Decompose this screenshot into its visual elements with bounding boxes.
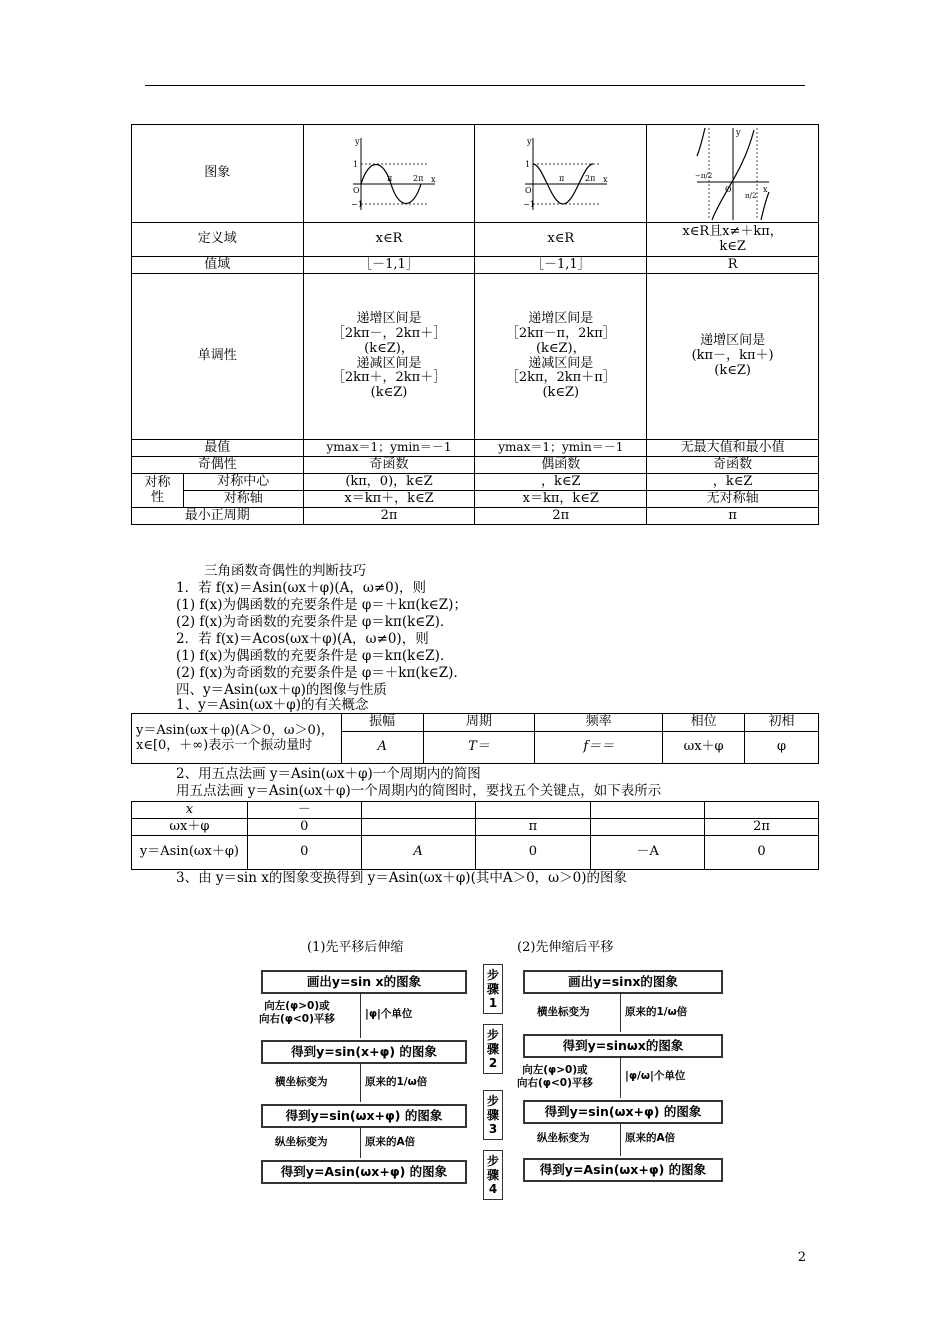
cos-graph — [511, 134, 611, 214]
right-note-6: 原来的A倍 — [625, 1132, 676, 1144]
svg-text:−π/2: −π/2 — [694, 171, 712, 180]
left-arrow-1 — [360, 994, 361, 1038]
right-note-3: 向左(φ>0)或 向右(φ<0)平移 — [517, 1064, 593, 1089]
left-box-3: 得到y=sin(ωx+φ) 的图象 — [261, 1104, 467, 1128]
header-rule — [145, 85, 805, 86]
subsection-heading: 3、由 y＝sin x的图象变换得到 y＝Asin(ωx＋φ)(其中A＞0，ω＞0)的图象 — [176, 870, 628, 886]
page-number: 2 — [797, 1250, 806, 1265]
step-2: 步骤2 — [483, 1024, 503, 1074]
left-box-1: 画出y=sin x的图象 — [261, 970, 467, 994]
right-box-3: 得到y=sin(ωx+φ) 的图象 — [523, 1100, 723, 1124]
subsection-heading: 1、y＝Asin(ωx＋φ)的有关概念 — [176, 697, 369, 713]
row-label: 图象 — [132, 125, 304, 223]
left-note-2: |φ|个单位 — [365, 1008, 413, 1020]
left-note-1: 向左(φ>0)或 向右(φ<0)平移 — [259, 1000, 335, 1025]
symmetry-group-label: 对称性 — [132, 474, 184, 508]
step-3: 步骤3 — [483, 1090, 503, 1140]
subsection-heading: 2、用五点法画 y＝Asin(ωx＋φ)一个周期内的简图 — [176, 766, 481, 782]
left-note-4: 原来的1/ω倍 — [365, 1076, 428, 1088]
svg-text:x: x — [431, 174, 436, 184]
svg-text:O: O — [524, 185, 532, 195]
svg-text:1: 1 — [353, 159, 359, 169]
left-note-6: 原来的A倍 — [365, 1136, 416, 1148]
section-heading: 四、y＝Asin(ωx＋φ)的图像与性质 — [176, 682, 387, 698]
left-note-3: 横坐标变为 — [275, 1076, 328, 1088]
tan-graph — [693, 126, 773, 222]
svg-text:y: y — [526, 136, 532, 146]
left-box-2: 得到y=sin(x+φ) 的图象 — [261, 1040, 467, 1064]
concept-table: y＝Asin(ωx＋φ)(A＞0，ω＞0)，x∈[0，＋∞)表示一个振动量时 振幅 周期 频率 相位 初相 A T＝ f＝＝ ωx＋φ φ — [131, 713, 819, 764]
text-line: (1) f(x)为偶函数的充要条件是 φ＝＋kπ(k∈Z)； — [176, 597, 467, 613]
svg-text:π: π — [387, 173, 393, 183]
text-line: 2．若 f(x)＝Acos(ωx＋φ)(A，ω≠0)，则 — [176, 631, 429, 647]
svg-text:1: 1 — [524, 159, 530, 169]
sin-graph — [339, 134, 439, 214]
left-arrow-3 — [360, 1128, 361, 1158]
svg-text:x: x — [762, 184, 768, 194]
five-point-table: x － ωx＋φ 0 π 2π y＝Asin(ωx＋φ) 0 A 0 －A 0 — [131, 801, 819, 870]
right-box-2: 得到y=sinωx的图象 — [523, 1034, 723, 1058]
right-arrow-3 — [620, 1124, 621, 1156]
tan-graph-cell — [647, 125, 819, 223]
right-title: (2)先伸缩后平移 — [517, 940, 614, 955]
right-box-4: 得到y=Asin(ωx+φ) 的图象 — [523, 1158, 723, 1182]
trig-properties-table: 图象 y x 1 O −1 π 2π y x 1 O −1 π 2π y x O −π/2 π/2 定义域 x∈R x∈R x∈R且x≠＋kπ，k∈Z 值域 ［－1,1］ ［－1,1］ R 单调性 递增区间是 ［2kπ－，2kπ＋］ (k∈Z)， 递减区间是 ［2kπ＋，2kπ＋］ (k∈Z) 递增区间是 ［2kπ－π，2kπ］ (k∈Z)， 递减区间是 ［2kπ，2kπ＋π］ (k∈Z) 递增区间是 (kπ－，kπ＋) (k∈Z) 最值 ymax＝1；ymin＝－1 ymax＝1；ymin＝－1 无最大值和最小值 奇偶性 奇函数 偶函数 奇函数 对称性 对称中心 (kπ，0)，k∈Z ，k∈Z ，k∈Z 对称轴 x＝kπ＋，k∈Z x＝kπ，k∈Z 无对称轴 最小正周期 2π 2π π — [131, 124, 819, 525]
right-note-4: |φ/ω|个单位 — [625, 1070, 686, 1082]
cos-graph-cell — [475, 125, 647, 223]
right-note-1: 横坐标变为 — [537, 1006, 590, 1018]
right-box-1: 画出y=sinx的图象 — [523, 970, 723, 994]
left-note-5: 纵坐标变为 — [275, 1136, 328, 1148]
transformation-flowchart — [255, 930, 735, 1210]
svg-text:2π: 2π — [413, 173, 424, 183]
text-line: (2) f(x)为奇函数的充要条件是 φ＝kπ(k∈Z)． — [176, 614, 454, 630]
svg-text:π: π — [558, 173, 565, 183]
text-line: 1．若 f(x)＝Asin(ωx＋φ)(A，ω≠0)，则 — [176, 580, 427, 596]
step-1: 步骤1 — [483, 964, 503, 1014]
left-arrow-2 — [360, 1064, 361, 1102]
svg-text:x: x — [602, 174, 608, 184]
svg-text:O: O — [353, 185, 360, 195]
svg-text:−1: −1 — [351, 199, 363, 209]
step-4: 步骤4 — [483, 1150, 503, 1200]
left-title: (1)先平移后伸缩 — [307, 940, 404, 955]
sin-graph-cell — [303, 125, 475, 223]
svg-text:y: y — [735, 127, 741, 137]
text-line: 三角函数奇偶性的判断技巧 — [204, 563, 366, 579]
right-arrow-2 — [620, 1058, 621, 1098]
right-note-2: 原来的1/ω倍 — [625, 1006, 688, 1018]
right-arrow-1 — [620, 994, 621, 1032]
svg-text:y: y — [355, 136, 360, 146]
svg-text:O: O — [724, 184, 732, 194]
right-note-5: 纵坐标变为 — [537, 1132, 590, 1144]
svg-text:2π: 2π — [584, 173, 596, 183]
text-line: (2) f(x)为奇函数的充要条件是 φ＝＋kπ(k∈Z)． — [176, 665, 467, 681]
svg-text:π/2: π/2 — [744, 191, 757, 200]
left-box-4: 得到y=Asin(ωx+φ) 的图象 — [261, 1160, 467, 1184]
svg-text:−1: −1 — [522, 199, 535, 209]
text-line: 用五点法画 y＝Asin(ωx＋φ)一个周期内的简图时，要找五个关键点，如下表所示 — [176, 783, 662, 799]
text-line: (1) f(x)为偶函数的充要条件是 φ＝kπ(k∈Z)． — [176, 648, 454, 664]
